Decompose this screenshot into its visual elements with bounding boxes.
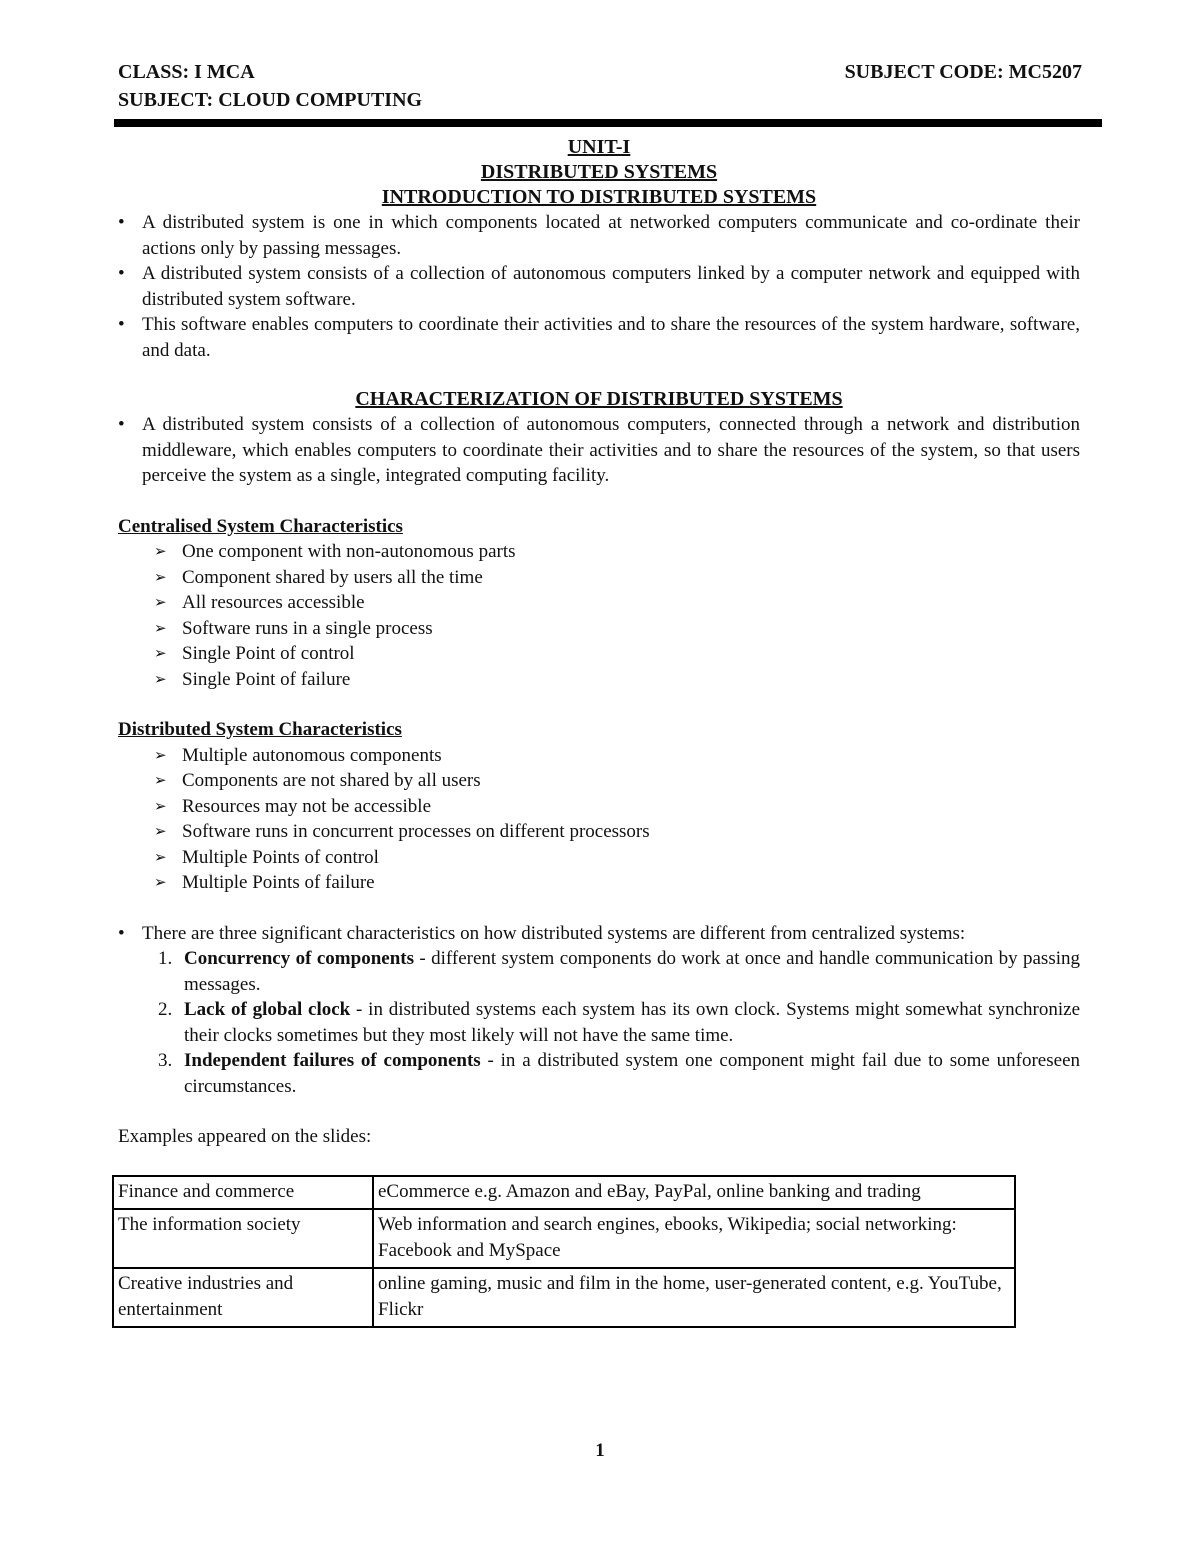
intro-bullet-list	[118, 210, 1080, 363]
item-term: Lack of global clock	[184, 999, 351, 1020]
list-item: • A distributed system consists of a collection of autonomous computers linked by a computer network and equipped with distributed system software.	[118, 261, 1080, 312]
page-header	[118, 58, 1082, 114]
item-description: - in a distributed system one component might fail due to some unforeseen circumstances.	[184, 1050, 1080, 1097]
unit-title: UNIT-I	[567, 136, 631, 158]
item-description: - different system components do work at once and handle communication by passing messages.	[184, 948, 1081, 995]
list-item: ➢ Single Point of failure	[154, 667, 1080, 693]
item-description: - in distributed systems each system has its own clock. Systems might somewhat synchronize their clocks sometimes but they most likely will not have the same time.	[184, 999, 1080, 1046]
differences-intro-list	[118, 921, 1080, 947]
list-item: ➢ Resources may not be accessible	[154, 794, 1080, 820]
list-item: ➢ Multiple autonomous components	[154, 743, 1080, 769]
table-row	[113, 1209, 1015, 1268]
list-item: ➢ Multiple Points of failure	[154, 870, 1080, 896]
table-cell: The information society	[113, 1209, 373, 1268]
item-term: Concurrency of components	[184, 948, 414, 969]
centralised-list	[118, 539, 1080, 692]
page-number: 1	[595, 1440, 605, 1461]
class-label: CLASS: I MCA	[118, 61, 255, 83]
list-item: • This software enables computers to coordinate their activities and to share the resources of the system hardware, software, and data.	[118, 312, 1080, 363]
list-item: • A distributed system is one in which components located at networked computers communicate and co-ordinate their actions only by passing messages.	[118, 210, 1080, 261]
item-number: 3.	[158, 1050, 173, 1071]
list-item	[158, 1048, 1080, 1099]
table-cell: Finance and commerce	[113, 1176, 373, 1210]
item-number: 2.	[158, 999, 173, 1020]
list-item: ➢ Software runs in a single process	[154, 616, 1080, 642]
intro-title: INTRODUCTION TO DISTRIBUTED SYSTEMS	[381, 186, 817, 208]
examples-table	[112, 1175, 1016, 1329]
page-content	[118, 135, 1080, 1328]
table-row	[113, 1268, 1015, 1327]
header-rule	[114, 119, 1102, 127]
subject-label: SUBJECT: CLOUD COMPUTING	[118, 89, 423, 111]
table-cell: Web information and search engines, ebooks, Wikipedia; social networking: Facebook and MySpace	[373, 1209, 1015, 1268]
differences-list	[118, 946, 1080, 1099]
list-item: • There are three significant characteristics on how distributed systems are different from centralized systems:	[118, 921, 1080, 947]
item-term: Independent failures of components	[184, 1050, 481, 1071]
list-item	[158, 997, 1080, 1048]
list-item	[158, 946, 1080, 997]
list-item: ➢ Component shared by users all the time	[154, 565, 1080, 591]
centralised-heading: Centralised System Characteristics	[118, 515, 403, 537]
subject-code: SUBJECT CODE: MC5207	[844, 61, 1082, 83]
unit-name: DISTRIBUTED SYSTEMS	[480, 161, 718, 183]
list-item: ➢ Components are not shared by all users	[154, 768, 1080, 794]
distributed-heading: Distributed System Characteristics	[118, 719, 402, 740]
list-item: • A distributed system consists of a collection of autonomous computers, connected through a network and distribution middleware, which enables computers to coordinate their activities and to share the resources of the system, so that users perceive the system as a single, integrated computing facility.	[118, 412, 1080, 489]
table-cell: Creative industries and entertainment	[113, 1268, 373, 1327]
list-item: ➢ One component with non-autonomous parts	[154, 539, 1080, 565]
characterization-bullet-list	[118, 412, 1080, 489]
examples-caption: Examples appeared on the slides:	[118, 1126, 372, 1147]
distributed-list	[118, 743, 1080, 896]
table-cell: eCommerce e.g. Amazon and eBay, PayPal, online banking and trading	[373, 1176, 1015, 1210]
table-row	[113, 1176, 1015, 1210]
table-cell: online gaming, music and film in the home, user-generated content, e.g. YouTube, Flickr	[373, 1268, 1015, 1327]
characterization-title: CHARACTERIZATION OF DISTRIBUTED SYSTEMS	[355, 388, 843, 410]
list-item: ➢ Multiple Points of control	[154, 845, 1080, 871]
list-item: ➢ Software runs in concurrent processes on different processors	[154, 819, 1080, 845]
list-item: ➢ All resources accessible	[154, 590, 1080, 616]
item-number: 1.	[158, 948, 173, 969]
list-item: ➢ Single Point of control	[154, 641, 1080, 667]
